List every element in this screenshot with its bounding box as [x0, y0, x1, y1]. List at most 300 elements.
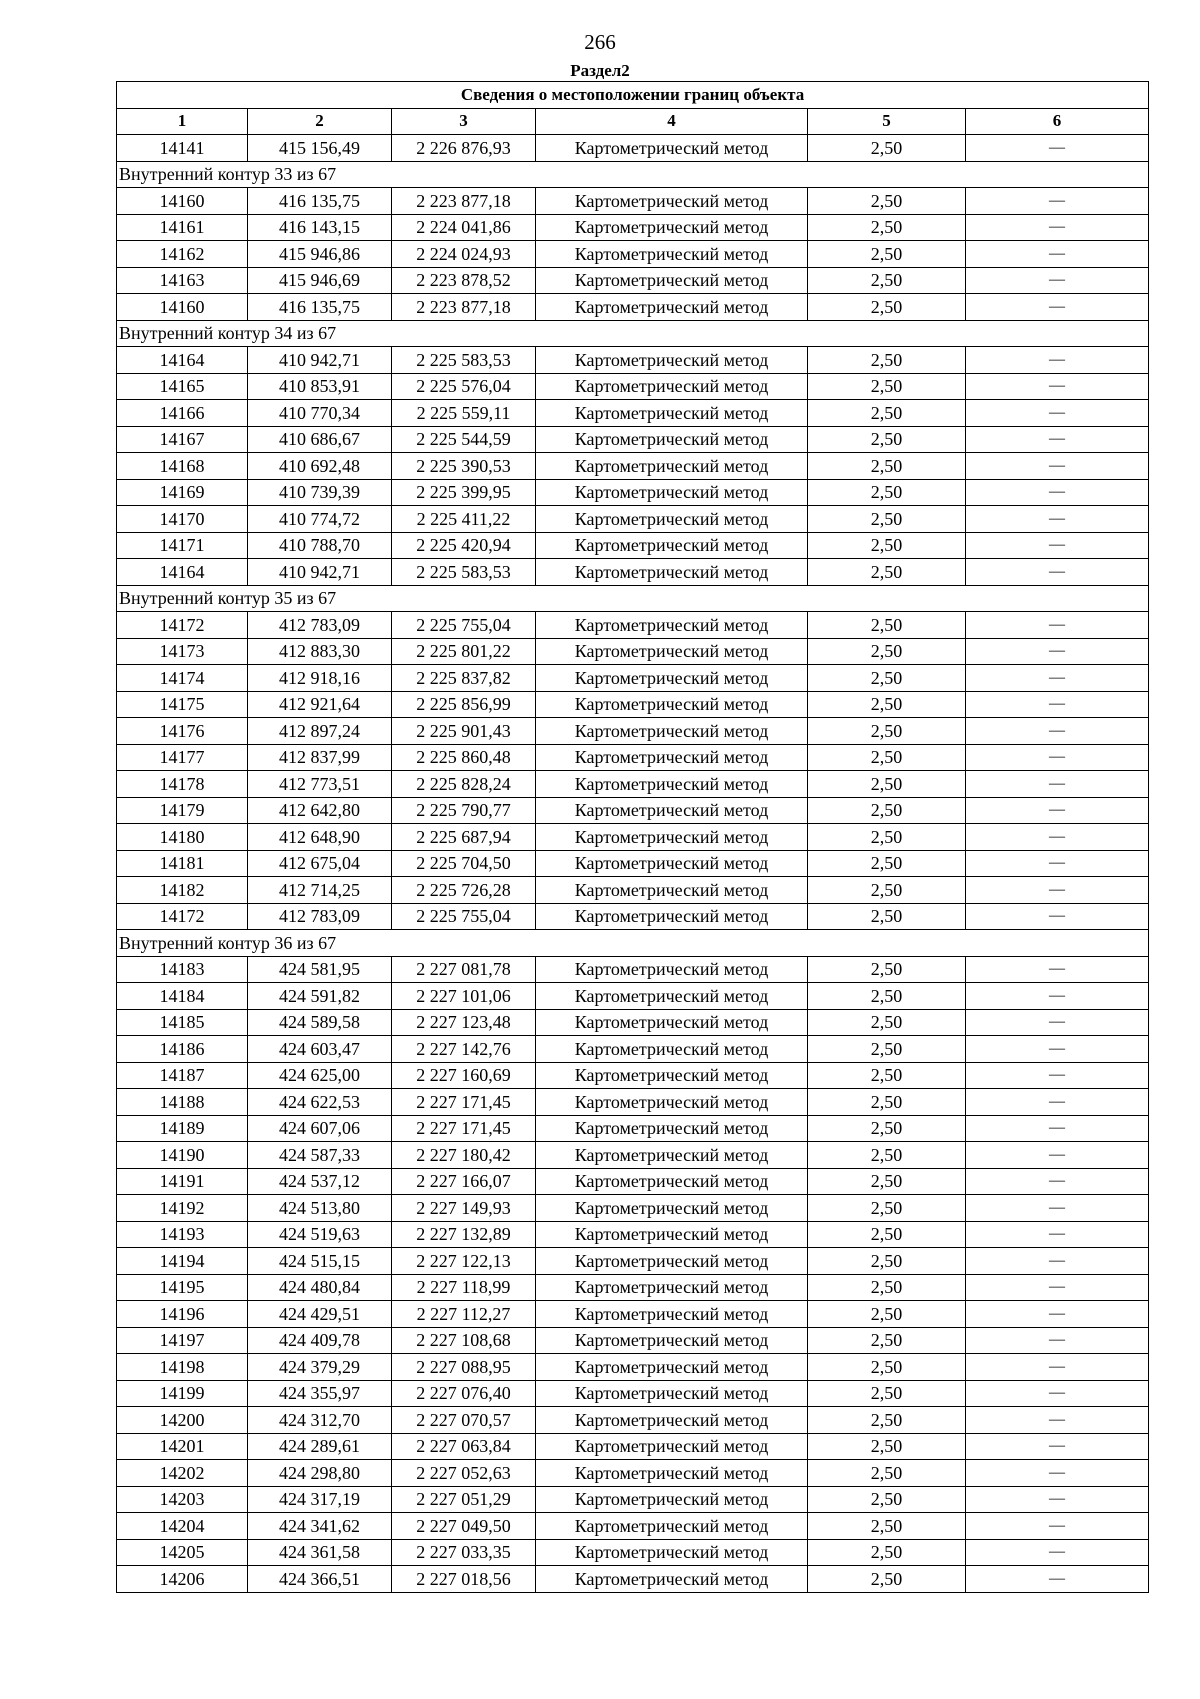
column-header: 1	[117, 108, 248, 135]
description-cell: —	[966, 824, 1149, 851]
description-cell: —	[966, 1168, 1149, 1195]
contour-label: Внутренний контур 34 из 67	[117, 320, 1149, 347]
method-cell: Картометрический метод	[536, 426, 808, 453]
accuracy-cell: 2,50	[808, 1195, 966, 1222]
point-number-cell: 14182	[117, 877, 248, 904]
table-title: Сведения о местоположении границ объекта	[117, 82, 1149, 109]
method-cell: Картометрический метод	[536, 214, 808, 241]
x-coordinate-cell: 410 770,34	[248, 400, 392, 427]
method-cell: Картометрический метод	[536, 559, 808, 586]
table-row	[117, 824, 1149, 851]
table-row	[117, 294, 1149, 321]
table-row	[117, 1168, 1149, 1195]
point-number-cell: 14164	[117, 347, 248, 374]
table-row	[117, 1142, 1149, 1169]
description-cell: —	[966, 214, 1149, 241]
table-row	[117, 1433, 1149, 1460]
y-coordinate-cell: 2 225 576,04	[392, 373, 536, 400]
y-coordinate-cell: 2 227 123,48	[392, 1009, 536, 1036]
table-row	[117, 1274, 1149, 1301]
description-cell: —	[966, 1221, 1149, 1248]
accuracy-cell: 2,50	[808, 294, 966, 321]
point-number-cell: 14188	[117, 1089, 248, 1116]
accuracy-cell: 2,50	[808, 1539, 966, 1566]
accuracy-cell: 2,50	[808, 744, 966, 771]
method-cell: Картометрический метод	[536, 1248, 808, 1275]
x-coordinate-cell: 416 135,75	[248, 294, 392, 321]
description-cell: —	[966, 956, 1149, 983]
x-coordinate-cell: 410 774,72	[248, 506, 392, 533]
x-coordinate-cell: 412 921,64	[248, 691, 392, 718]
x-coordinate-cell: 424 409,78	[248, 1327, 392, 1354]
method-cell: Картометрический метод	[536, 850, 808, 877]
contour-row	[117, 585, 1149, 612]
x-coordinate-cell: 424 341,62	[248, 1513, 392, 1540]
y-coordinate-cell: 2 227 018,56	[392, 1566, 536, 1593]
method-cell: Картометрический метод	[536, 373, 808, 400]
y-coordinate-cell: 2 225 687,94	[392, 824, 536, 851]
accuracy-cell: 2,50	[808, 983, 966, 1010]
y-coordinate-cell: 2 224 041,86	[392, 214, 536, 241]
point-number-cell: 14190	[117, 1142, 248, 1169]
method-cell: Картометрический метод	[536, 877, 808, 904]
x-coordinate-cell: 424 589,58	[248, 1009, 392, 1036]
contour-row	[117, 930, 1149, 957]
method-cell: Картометрический метод	[536, 744, 808, 771]
accuracy-cell: 2,50	[808, 612, 966, 639]
y-coordinate-cell: 2 225 420,94	[392, 532, 536, 559]
point-number-cell: 14170	[117, 506, 248, 533]
table-row	[117, 612, 1149, 639]
description-cell: —	[966, 453, 1149, 480]
method-cell: Картометрический метод	[536, 1168, 808, 1195]
accuracy-cell: 2,50	[808, 1274, 966, 1301]
accuracy-cell: 2,50	[808, 241, 966, 268]
x-coordinate-cell: 416 135,75	[248, 188, 392, 215]
accuracy-cell: 2,50	[808, 665, 966, 692]
method-cell: Картометрический метод	[536, 718, 808, 745]
table-row	[117, 559, 1149, 586]
y-coordinate-cell: 2 225 583,53	[392, 559, 536, 586]
description-cell: —	[966, 771, 1149, 798]
table-row	[117, 1407, 1149, 1434]
contour-row	[117, 320, 1149, 347]
description-cell: —	[966, 665, 1149, 692]
method-cell: Картометрический метод	[536, 956, 808, 983]
description-cell: —	[966, 1566, 1149, 1593]
y-coordinate-cell: 2 223 877,18	[392, 294, 536, 321]
column-header: 4	[536, 108, 808, 135]
column-header: 6	[966, 108, 1149, 135]
column-header: 3	[392, 108, 536, 135]
table-row	[117, 1036, 1149, 1063]
accuracy-cell: 2,50	[808, 479, 966, 506]
point-number-cell: 14176	[117, 718, 248, 745]
point-number-cell: 14177	[117, 744, 248, 771]
accuracy-cell: 2,50	[808, 1460, 966, 1487]
method-cell: Картометрический метод	[536, 691, 808, 718]
accuracy-cell: 2,50	[808, 1407, 966, 1434]
accuracy-cell: 2,50	[808, 188, 966, 215]
x-coordinate-cell: 410 686,67	[248, 426, 392, 453]
description-cell: —	[966, 850, 1149, 877]
x-coordinate-cell: 412 897,24	[248, 718, 392, 745]
point-number-cell: 14203	[117, 1486, 248, 1513]
point-number-cell: 14169	[117, 479, 248, 506]
y-coordinate-cell: 2 227 118,99	[392, 1274, 536, 1301]
point-number-cell: 14192	[117, 1195, 248, 1222]
point-number-cell: 14161	[117, 214, 248, 241]
method-cell: Картометрический метод	[536, 506, 808, 533]
x-coordinate-cell: 412 675,04	[248, 850, 392, 877]
accuracy-cell: 2,50	[808, 1142, 966, 1169]
x-coordinate-cell: 415 156,49	[248, 135, 392, 162]
accuracy-cell: 2,50	[808, 691, 966, 718]
table-row	[117, 1354, 1149, 1381]
accuracy-cell: 2,50	[808, 559, 966, 586]
description-cell: —	[966, 400, 1149, 427]
y-coordinate-cell: 2 227 112,27	[392, 1301, 536, 1328]
point-number-cell: 14179	[117, 797, 248, 824]
y-coordinate-cell: 2 225 856,99	[392, 691, 536, 718]
accuracy-cell: 2,50	[808, 797, 966, 824]
table-row	[117, 373, 1149, 400]
point-number-cell: 14193	[117, 1221, 248, 1248]
point-number-cell: 14167	[117, 426, 248, 453]
y-coordinate-cell: 2 227 063,84	[392, 1433, 536, 1460]
description-cell: —	[966, 241, 1149, 268]
accuracy-cell: 2,50	[808, 638, 966, 665]
method-cell: Картометрический метод	[536, 1539, 808, 1566]
y-coordinate-cell: 2 227 101,06	[392, 983, 536, 1010]
method-cell: Картометрический метод	[536, 1380, 808, 1407]
table-row	[117, 347, 1149, 374]
x-coordinate-cell: 412 773,51	[248, 771, 392, 798]
table-row	[117, 267, 1149, 294]
x-coordinate-cell: 410 692,48	[248, 453, 392, 480]
table-row	[117, 1380, 1149, 1407]
table-row	[117, 956, 1149, 983]
table-row	[117, 241, 1149, 268]
method-cell: Картометрический метод	[536, 771, 808, 798]
x-coordinate-cell: 424 591,82	[248, 983, 392, 1010]
method-cell: Картометрический метод	[536, 638, 808, 665]
accuracy-cell: 2,50	[808, 1380, 966, 1407]
table-row	[117, 426, 1149, 453]
description-cell: —	[966, 1142, 1149, 1169]
table-row	[117, 638, 1149, 665]
x-coordinate-cell: 410 788,70	[248, 532, 392, 559]
table-row	[117, 1566, 1149, 1593]
table-row	[117, 479, 1149, 506]
x-coordinate-cell: 424 513,80	[248, 1195, 392, 1222]
x-coordinate-cell: 424 537,12	[248, 1168, 392, 1195]
contour-row	[117, 161, 1149, 188]
description-cell: —	[966, 267, 1149, 294]
method-cell: Картометрический метод	[536, 1301, 808, 1328]
y-coordinate-cell: 2 227 142,76	[392, 1036, 536, 1063]
description-cell: —	[966, 903, 1149, 930]
accuracy-cell: 2,50	[808, 850, 966, 877]
accuracy-cell: 2,50	[808, 506, 966, 533]
accuracy-cell: 2,50	[808, 1433, 966, 1460]
accuracy-cell: 2,50	[808, 824, 966, 851]
accuracy-cell: 2,50	[808, 1566, 966, 1593]
description-cell: —	[966, 506, 1149, 533]
y-coordinate-cell: 2 225 559,11	[392, 400, 536, 427]
accuracy-cell: 2,50	[808, 1513, 966, 1540]
accuracy-cell: 2,50	[808, 532, 966, 559]
description-cell: —	[966, 1274, 1149, 1301]
table-row	[117, 532, 1149, 559]
point-number-cell: 14184	[117, 983, 248, 1010]
method-cell: Картометрический метод	[536, 1486, 808, 1513]
description-cell: —	[966, 373, 1149, 400]
x-coordinate-cell: 424 317,19	[248, 1486, 392, 1513]
method-cell: Картометрический метод	[536, 1433, 808, 1460]
y-coordinate-cell: 2 225 755,04	[392, 903, 536, 930]
point-number-cell: 14172	[117, 903, 248, 930]
x-coordinate-cell: 410 739,39	[248, 479, 392, 506]
y-coordinate-cell: 2 225 411,22	[392, 506, 536, 533]
table-row	[117, 1195, 1149, 1222]
description-cell: —	[966, 479, 1149, 506]
accuracy-cell: 2,50	[808, 877, 966, 904]
x-coordinate-cell: 412 837,99	[248, 744, 392, 771]
accuracy-cell: 2,50	[808, 214, 966, 241]
table-row	[117, 1513, 1149, 1540]
y-coordinate-cell: 2 225 755,04	[392, 612, 536, 639]
x-coordinate-cell: 424 361,58	[248, 1539, 392, 1566]
table-row	[117, 877, 1149, 904]
table-row	[117, 135, 1149, 162]
table-row	[117, 1115, 1149, 1142]
method-cell: Картометрический метод	[536, 294, 808, 321]
accuracy-cell: 2,50	[808, 1301, 966, 1328]
description-cell: —	[966, 1195, 1149, 1222]
table-row	[117, 1248, 1149, 1275]
description-cell: —	[966, 559, 1149, 586]
y-coordinate-cell: 2 227 132,89	[392, 1221, 536, 1248]
y-coordinate-cell: 2 227 070,57	[392, 1407, 536, 1434]
table-row	[117, 214, 1149, 241]
point-number-cell: 14197	[117, 1327, 248, 1354]
accuracy-cell: 2,50	[808, 771, 966, 798]
x-coordinate-cell: 412 714,25	[248, 877, 392, 904]
table-title-row	[117, 82, 1149, 109]
y-coordinate-cell: 2 223 877,18	[392, 188, 536, 215]
point-number-cell: 14194	[117, 1248, 248, 1275]
accuracy-cell: 2,50	[808, 1221, 966, 1248]
description-cell: —	[966, 877, 1149, 904]
accuracy-cell: 2,50	[808, 373, 966, 400]
x-coordinate-cell: 424 519,63	[248, 1221, 392, 1248]
table-row	[117, 983, 1149, 1010]
accuracy-cell: 2,50	[808, 1486, 966, 1513]
accuracy-cell: 2,50	[808, 1327, 966, 1354]
method-cell: Картометрический метод	[536, 479, 808, 506]
description-cell: —	[966, 1486, 1149, 1513]
table-row	[117, 1089, 1149, 1116]
x-coordinate-cell: 424 625,00	[248, 1062, 392, 1089]
y-coordinate-cell: 2 225 837,82	[392, 665, 536, 692]
method-cell: Картометрический метод	[536, 1274, 808, 1301]
table-row	[117, 850, 1149, 877]
contour-label: Внутренний контур 36 из 67	[117, 930, 1149, 957]
description-cell: —	[966, 294, 1149, 321]
x-coordinate-cell: 410 942,71	[248, 559, 392, 586]
method-cell: Картометрический метод	[536, 1062, 808, 1089]
description-cell: —	[966, 1036, 1149, 1063]
y-coordinate-cell: 2 227 160,69	[392, 1062, 536, 1089]
x-coordinate-cell: 412 648,90	[248, 824, 392, 851]
method-cell: Картометрический метод	[536, 824, 808, 851]
accuracy-cell: 2,50	[808, 1168, 966, 1195]
method-cell: Картометрический метод	[536, 983, 808, 1010]
table-body	[117, 135, 1149, 1593]
description-cell: —	[966, 612, 1149, 639]
description-cell: —	[966, 426, 1149, 453]
table-row	[117, 903, 1149, 930]
table-row	[117, 1221, 1149, 1248]
description-cell: —	[966, 1433, 1149, 1460]
point-number-cell: 14173	[117, 638, 248, 665]
description-cell: —	[966, 983, 1149, 1010]
y-coordinate-cell: 2 227 081,78	[392, 956, 536, 983]
point-number-cell: 14171	[117, 532, 248, 559]
method-cell: Картометрический метод	[536, 1327, 808, 1354]
method-cell: Картометрический метод	[536, 612, 808, 639]
method-cell: Картометрический метод	[536, 1142, 808, 1169]
description-cell: —	[966, 1380, 1149, 1407]
table-row	[117, 797, 1149, 824]
y-coordinate-cell: 2 227 122,13	[392, 1248, 536, 1275]
contour-label: Внутренний контур 33 из 67	[117, 161, 1149, 188]
method-cell: Картометрический метод	[536, 1195, 808, 1222]
point-number-cell: 14185	[117, 1009, 248, 1036]
table-row	[117, 1301, 1149, 1328]
point-number-cell: 14201	[117, 1433, 248, 1460]
accuracy-cell: 2,50	[808, 135, 966, 162]
description-cell: —	[966, 1460, 1149, 1487]
point-number-cell: 14204	[117, 1513, 248, 1540]
y-coordinate-cell: 2 227 171,45	[392, 1115, 536, 1142]
description-cell: —	[966, 1089, 1149, 1116]
accuracy-cell: 2,50	[808, 1089, 966, 1116]
description-cell: —	[966, 1062, 1149, 1089]
column-header: 5	[808, 108, 966, 135]
accuracy-cell: 2,50	[808, 718, 966, 745]
table-row	[117, 1460, 1149, 1487]
y-coordinate-cell: 2 225 790,77	[392, 797, 536, 824]
y-coordinate-cell: 2 227 052,63	[392, 1460, 536, 1487]
method-cell: Картометрический метод	[536, 1513, 808, 1540]
y-coordinate-cell: 2 225 726,28	[392, 877, 536, 904]
y-coordinate-cell: 2 227 088,95	[392, 1354, 536, 1381]
point-number-cell: 14163	[117, 267, 248, 294]
x-coordinate-cell: 424 289,61	[248, 1433, 392, 1460]
x-coordinate-cell: 424 366,51	[248, 1566, 392, 1593]
accuracy-cell: 2,50	[808, 1062, 966, 1089]
accuracy-cell: 2,50	[808, 1248, 966, 1275]
y-coordinate-cell: 2 225 901,43	[392, 718, 536, 745]
method-cell: Картометрический метод	[536, 347, 808, 374]
y-coordinate-cell: 2 227 049,50	[392, 1513, 536, 1540]
accuracy-cell: 2,50	[808, 1115, 966, 1142]
x-coordinate-cell: 424 298,80	[248, 1460, 392, 1487]
x-coordinate-cell: 412 642,80	[248, 797, 392, 824]
x-coordinate-cell: 424 429,51	[248, 1301, 392, 1328]
description-cell: —	[966, 188, 1149, 215]
point-number-cell: 14199	[117, 1380, 248, 1407]
description-cell: —	[966, 1301, 1149, 1328]
point-number-cell: 14202	[117, 1460, 248, 1487]
method-cell: Картометрический метод	[536, 532, 808, 559]
point-number-cell: 14183	[117, 956, 248, 983]
method-cell: Картометрический метод	[536, 665, 808, 692]
accuracy-cell: 2,50	[808, 956, 966, 983]
point-number-cell: 14141	[117, 135, 248, 162]
point-number-cell: 14168	[117, 453, 248, 480]
boundary-table	[116, 81, 1149, 1593]
accuracy-cell: 2,50	[808, 1009, 966, 1036]
x-coordinate-cell: 424 603,47	[248, 1036, 392, 1063]
table-row	[117, 1486, 1149, 1513]
table-row	[117, 1062, 1149, 1089]
accuracy-cell: 2,50	[808, 426, 966, 453]
point-number-cell: 14205	[117, 1539, 248, 1566]
x-coordinate-cell: 424 622,53	[248, 1089, 392, 1116]
description-cell: —	[966, 347, 1149, 374]
point-number-cell: 14198	[117, 1354, 248, 1381]
y-coordinate-cell: 2 223 878,52	[392, 267, 536, 294]
accuracy-cell: 2,50	[808, 903, 966, 930]
table-head	[117, 82, 1149, 135]
x-coordinate-cell: 424 480,84	[248, 1274, 392, 1301]
point-number-cell: 14165	[117, 373, 248, 400]
x-coordinate-cell: 424 355,97	[248, 1380, 392, 1407]
x-coordinate-cell: 424 515,15	[248, 1248, 392, 1275]
y-coordinate-cell: 2 227 180,42	[392, 1142, 536, 1169]
description-cell: —	[966, 1354, 1149, 1381]
method-cell: Картометрический метод	[536, 453, 808, 480]
y-coordinate-cell: 2 225 583,53	[392, 347, 536, 374]
description-cell: —	[966, 1327, 1149, 1354]
method-cell: Картометрический метод	[536, 1221, 808, 1248]
accuracy-cell: 2,50	[808, 347, 966, 374]
section-label: Раздел2	[570, 61, 630, 80]
y-coordinate-cell: 2 227 108,68	[392, 1327, 536, 1354]
x-coordinate-cell: 424 312,70	[248, 1407, 392, 1434]
table-row	[117, 1539, 1149, 1566]
point-number-cell: 14191	[117, 1168, 248, 1195]
table-row	[117, 400, 1149, 427]
method-cell: Картометрический метод	[536, 135, 808, 162]
description-cell: —	[966, 638, 1149, 665]
method-cell: Картометрический метод	[536, 1089, 808, 1116]
y-coordinate-cell: 2 225 704,50	[392, 850, 536, 877]
page-number: 266	[584, 30, 616, 54]
point-number-cell: 14162	[117, 241, 248, 268]
method-cell: Картометрический метод	[536, 797, 808, 824]
accuracy-cell: 2,50	[808, 453, 966, 480]
point-number-cell: 14186	[117, 1036, 248, 1063]
description-cell: —	[966, 135, 1149, 162]
table-row	[117, 691, 1149, 718]
table-row	[117, 1009, 1149, 1036]
x-coordinate-cell: 424 581,95	[248, 956, 392, 983]
y-coordinate-cell: 2 227 051,29	[392, 1486, 536, 1513]
